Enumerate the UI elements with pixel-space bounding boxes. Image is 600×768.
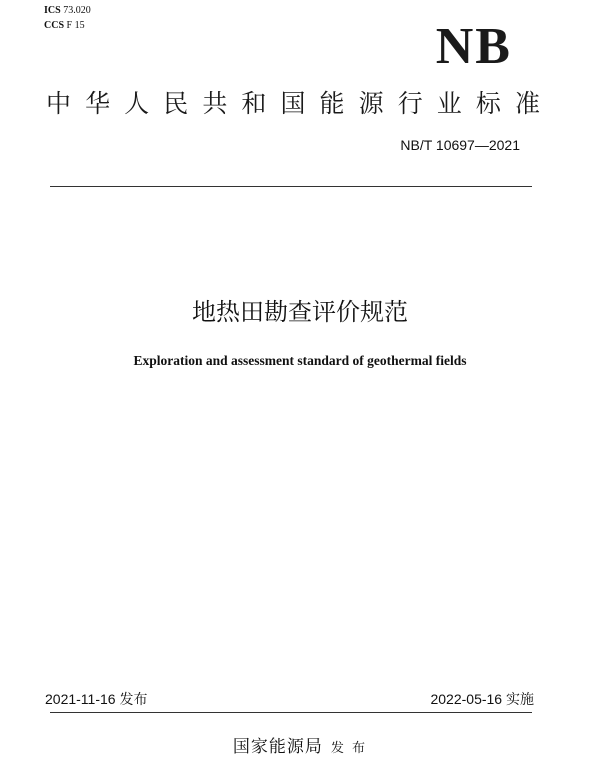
org-title-char: 能 — [319, 89, 345, 118]
document-title-chinese: 地热田勘查评价规范 — [192, 298, 408, 326]
ics-value: 73.020 — [63, 5, 91, 16]
org-title-char: 华 — [85, 89, 111, 118]
org-title-char: 和 — [241, 89, 267, 118]
issue-date: 2021-11-16 发布 — [45, 691, 148, 707]
standard-number: NB/T 10697—2021 — [400, 137, 520, 153]
header-divider — [50, 186, 532, 187]
org-title-char: 源 — [358, 89, 384, 118]
ics-label: ICS — [44, 5, 61, 16]
nb-logo: NB — [435, 18, 512, 75]
org-title-char: 中 — [46, 89, 72, 118]
org-title-char: 业 — [436, 89, 462, 118]
org-title-char: 标 — [475, 89, 501, 118]
org-title-char: 行 — [397, 89, 423, 118]
document-title-english: Exploration and assessment standard of geothermal fields — [133, 353, 467, 368]
ics-code — [44, 4, 91, 18]
org-title-char: 共 — [202, 89, 228, 118]
org-title-char: 准 — [514, 89, 540, 118]
org-title-char: 民 — [163, 89, 189, 118]
org-title-char: 国 — [280, 89, 306, 118]
org-title — [46, 88, 540, 120]
ccs-value: F 15 — [66, 20, 85, 31]
ccs-label: CCS — [44, 20, 65, 31]
implementation-date: 2022-05-16 实施 — [430, 691, 534, 707]
publisher-name: 国家能源局 — [232, 737, 323, 757]
publisher-suffix: 发 布 — [330, 741, 368, 756]
footer-divider — [50, 712, 532, 713]
ccs-code — [44, 19, 85, 33]
org-title-char: 人 — [124, 89, 150, 118]
publisher — [0, 736, 600, 760]
